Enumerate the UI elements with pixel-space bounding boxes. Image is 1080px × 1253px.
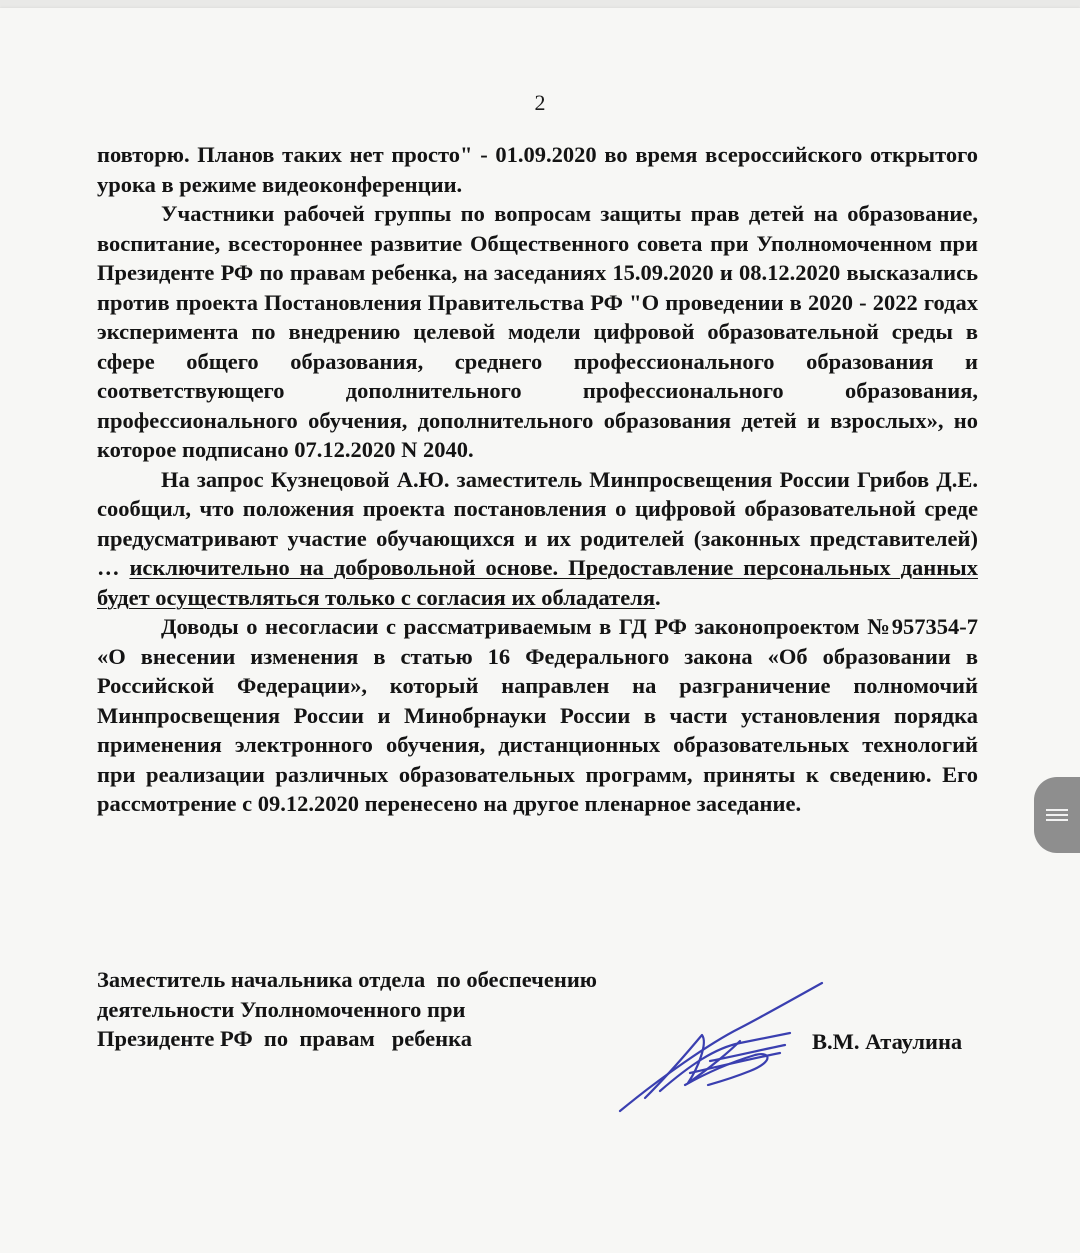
paragraph-1: повторю. Планов таких нет просто" - 01.09.2020 во время всероссийского открытого урока в режиме видеоконференции. — [97, 142, 978, 197]
scroll-handle[interactable] — [1034, 777, 1080, 853]
paragraph-3-underlined: исключительно на добровольной основе. Предоставление персональных данных будет осуществляться только с согласия их обладателя — [97, 555, 978, 610]
signatory-title — [97, 965, 597, 1054]
page-number: 2 — [534, 90, 546, 115]
document-body — [97, 140, 978, 819]
signatory-name: В.М. Атаулина — [812, 1029, 963, 1054]
signatory-title-line-1: Заместитель начальника отдела по обеспечению — [97, 967, 597, 992]
paragraph-3-end: . — [655, 584, 661, 610]
signatory-title-line-3: Президенте РФ по правам ребенка — [97, 1026, 473, 1051]
handwritten-signature — [590, 973, 840, 1118]
paragraph-3 — [97, 465, 978, 613]
menu-lines-icon — [1046, 809, 1068, 821]
paragraph-3-text: На запрос Кузнецовой А.Ю. заместитель Минпросвещения России Грибов Д.Е. сообщил, что положения проекта постановления о цифровой образовательной среде предусматривают участие обучающихся и их родителей (законных представителей) … — [97, 466, 978, 580]
document-page — [0, 8, 1080, 1253]
signatory-title-line-2: деятельности Уполномоченного при — [97, 996, 466, 1022]
paragraph-2: Участники рабочей группы по вопросам защиты прав детей на образование, воспитание, всестороннее развитие Общественного совета при Уполномоченном при Президенте РФ по правам ребенка, на заседаниях 15.09.2020 и 08.12.2020 высказались против проекта Постановления Правительства РФ "О проведении в 2020 - 2022 годах эксперимента по внедрению целевой модели цифровой образовательной среды в сфере общего образования, среднего профессионального образования и соответствующего дополнительного профессионального образования, профессионального обучения, дополнительного образования детей и взрослых», но которое подписано 07.12.2020 N 2040. — [97, 201, 978, 462]
paragraph-4: Доводы о несогласии с рассматриваемым в ГД РФ законопроектом №957354-7 «О внесении изменения в статью 16 Федерального закона «Об образовании в Российской Федерации», который направлен на разграничение полномочий Минпросвещения России и Минобрнауки России в части установления порядка применения электронного обучения, дистанционных образовательных технологий при реализации различных образовательных программ, приняты к сведению. Его рассмотрение с 09.12.2020 перенесено на другое пленарное заседание. — [97, 614, 978, 816]
